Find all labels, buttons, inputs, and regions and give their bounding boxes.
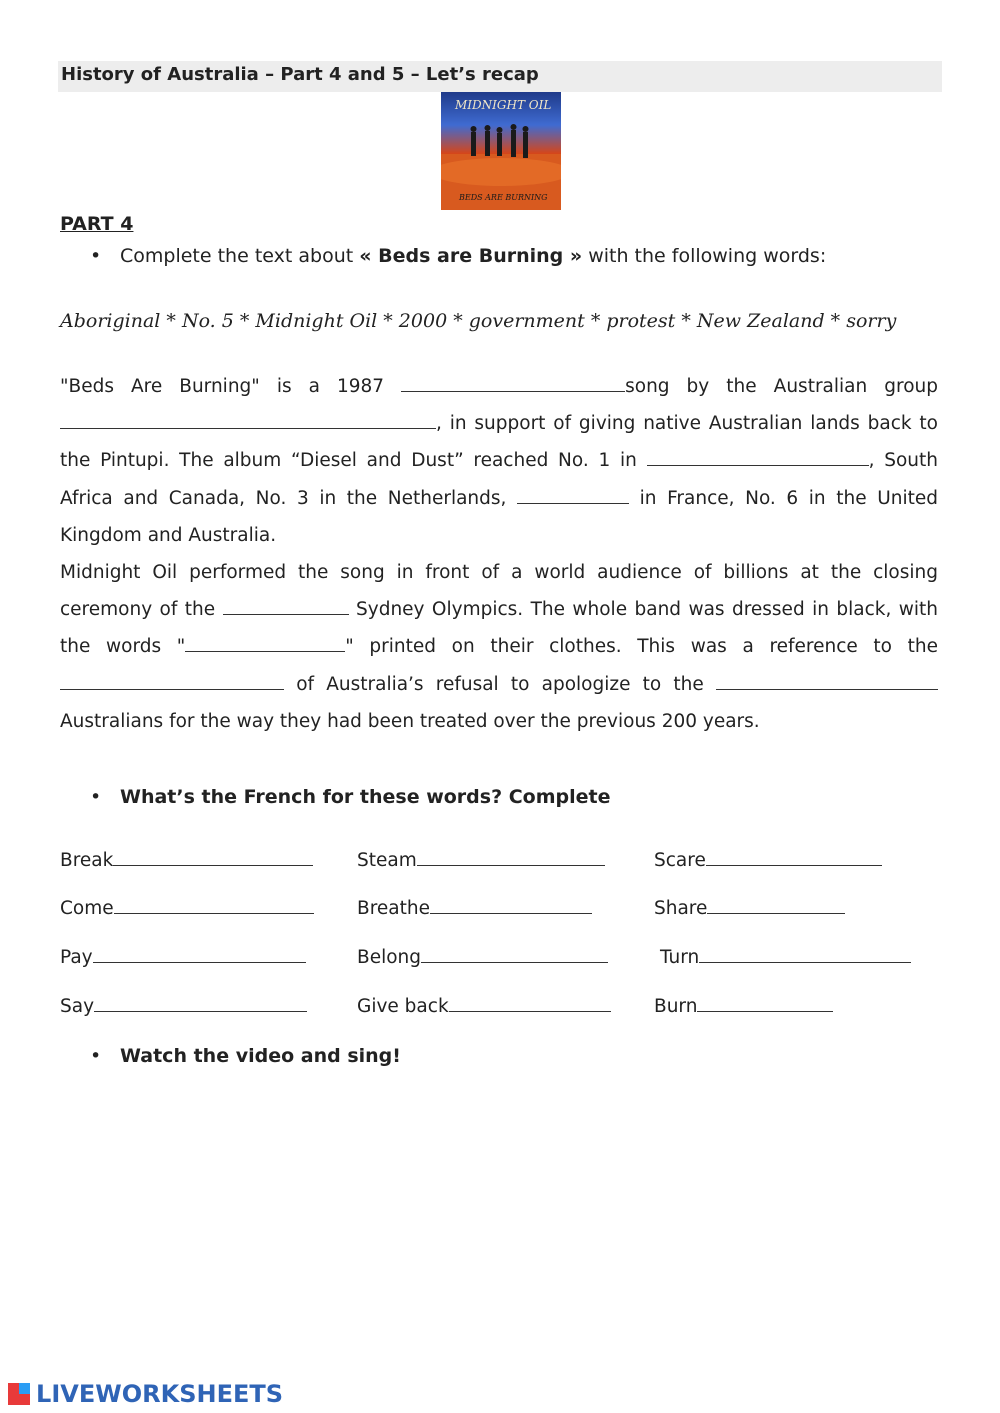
vocab-answer-field[interactable] <box>699 947 911 963</box>
instruction-text: Complete the text about « Beds are Burning » with the following words: <box>120 245 827 267</box>
blank-field[interactable] <box>60 671 284 690</box>
worksheet-title: History of Australia – Part 4 and 5 – Let’s recap <box>61 64 539 85</box>
vocab-answer-field[interactable] <box>707 898 845 914</box>
cloze-line: of Australia’s refusal to apologize to the <box>60 666 938 703</box>
vocab-share: Share <box>654 898 845 919</box>
album-cover-art <box>441 92 561 210</box>
bullet-icon: • <box>90 1045 102 1067</box>
blank-field[interactable] <box>60 410 436 429</box>
vocab-answer-field[interactable] <box>421 947 608 963</box>
vocab-answer-field[interactable] <box>113 850 313 866</box>
bullet-icon: • <box>90 786 102 808</box>
cloze-line: , in support of giving native Australian lands back to <box>60 405 938 442</box>
vocab-say: Say <box>60 996 307 1017</box>
bullet-icon: • <box>90 245 102 267</box>
song-title: « Beds are Burning » <box>359 245 583 267</box>
vocab-belong: Belong <box>357 947 608 968</box>
header-bar <box>58 61 942 92</box>
vocab-turn: Turn <box>660 947 911 968</box>
liveworksheets-logo-icon <box>8 1383 30 1405</box>
cover-band-name: MIDNIGHT OIL <box>455 98 552 112</box>
vocab-burn: Burn <box>654 996 833 1017</box>
vocab-give-back: Give back <box>357 996 611 1017</box>
vocab-break: Break <box>60 850 313 871</box>
blank-field[interactable] <box>716 671 938 690</box>
album-cover-image <box>441 92 561 210</box>
part-4-heading: PART 4 <box>60 213 134 235</box>
vocab-answer-field[interactable] <box>114 898 314 914</box>
cloze-line: the words " " printed on their clothes. This was a reference to the <box>60 628 938 665</box>
cloze-line: the Pintupi. The album “Diesel and Dust” reached No. 1 in , South <box>60 442 938 479</box>
cloze-line: ceremony of the Sydney Olympics. The whole band was dressed in black, with <box>60 591 938 628</box>
vocab-answer-field[interactable] <box>706 850 882 866</box>
vocab-breathe: Breathe <box>357 898 592 919</box>
blank-field[interactable] <box>401 373 625 392</box>
vocab-answer-field[interactable] <box>697 996 833 1012</box>
liveworksheets-footer <box>8 1380 283 1408</box>
vocab-pay: Pay <box>60 947 306 968</box>
vocab-answer-field[interactable] <box>417 850 605 866</box>
vocab-answer-field[interactable] <box>449 996 611 1012</box>
vocab-come: Come <box>60 898 314 919</box>
vocab-answer-field[interactable] <box>430 898 592 914</box>
cover-album-title: BEDS ARE BURNING <box>459 193 548 202</box>
watch-instruction-text: Watch the video and sing! <box>120 1045 401 1067</box>
blank-field[interactable] <box>647 447 869 466</box>
word-bank: Aboriginal * No. 5 * Midnight Oil * 2000 * government * protest * New Zealand * sorry <box>60 310 897 332</box>
french-instruction-text: What’s the French for these words? Complete <box>120 786 611 808</box>
vocab-scare: Scare <box>654 850 882 871</box>
cloze-paragraph <box>60 368 938 740</box>
blank-field[interactable] <box>223 596 349 615</box>
blank-field[interactable] <box>517 485 629 504</box>
cloze-line: Africa and Canada, No. 3 in the Netherlands, in France, No. 6 in the United <box>60 480 938 517</box>
blank-field[interactable] <box>185 633 345 652</box>
cloze-line: Australians for the way they had been treated over the previous 200 years. <box>60 710 760 732</box>
liveworksheets-brand: LIVEWORKSHEETS <box>36 1380 284 1408</box>
vocab-answer-field[interactable] <box>94 996 307 1012</box>
vocab-answer-field[interactable] <box>93 947 306 963</box>
vocab-steam: Steam <box>357 850 605 871</box>
cloze-line: Kingdom and Australia. <box>60 524 277 546</box>
cloze-line: "Beds Are Burning" is a 1987 song by the Australian group <box>60 368 938 405</box>
cloze-line: Midnight Oil performed the song in front of a world audience of billions at the closing <box>60 562 938 584</box>
